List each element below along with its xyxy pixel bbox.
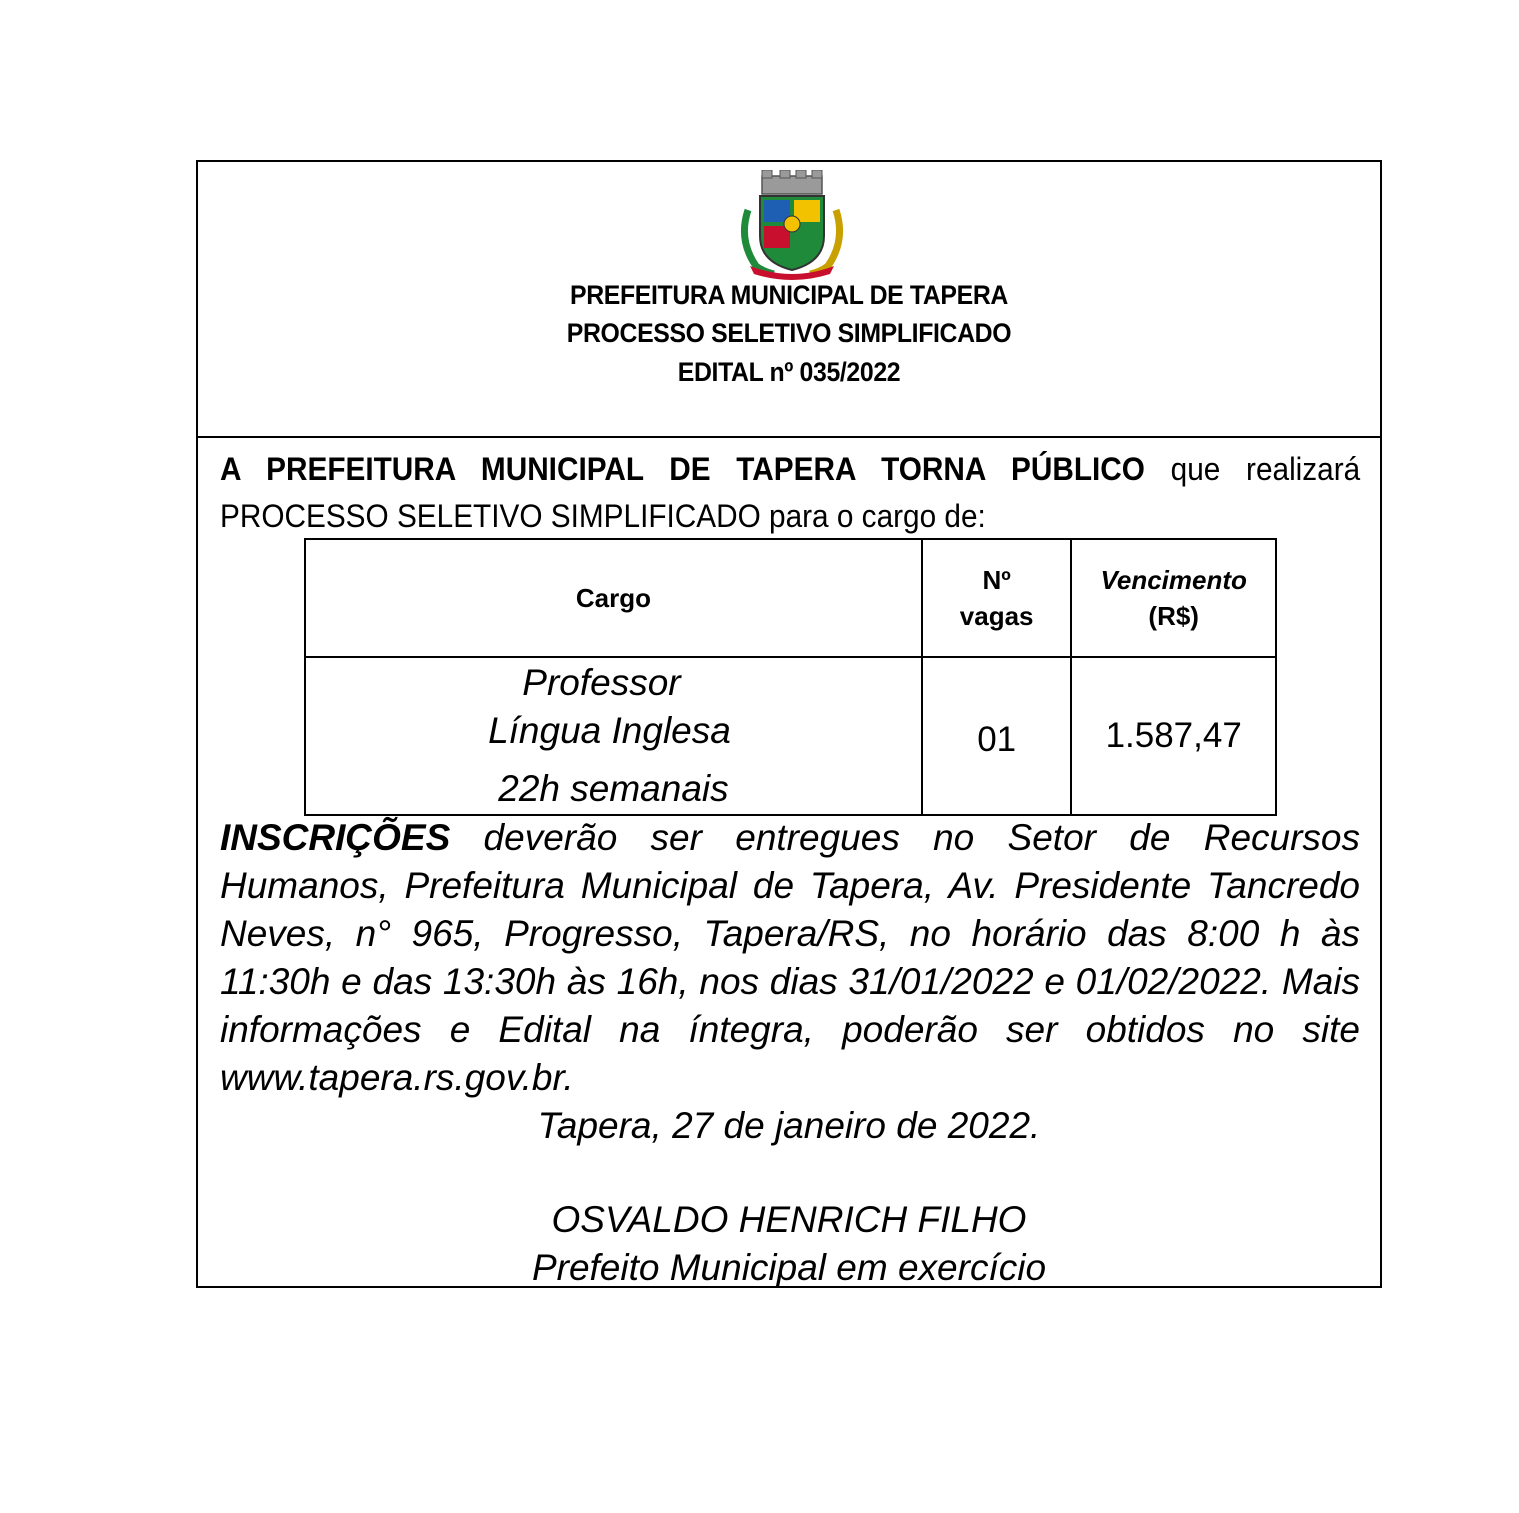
- cell-vencimento: 1.587,47: [1071, 657, 1276, 815]
- header-line-2: PROCESSO SELETIVO SIMPLIFICADO: [566, 318, 1012, 348]
- intro-rest: que realizará PROCESSO SELETIVO SIMPLIFICADO para o cargo de:: [220, 451, 1361, 534]
- signer-role: Prefeito Municipal em exercício: [531, 1247, 1047, 1288]
- notice-header: [198, 162, 1380, 438]
- header-line-3: EDITAL nº 035/2022: [677, 357, 901, 387]
- signer-name: OSVALDO HENRICH FILHO: [551, 1199, 1027, 1240]
- cargo-line1: Professor: [522, 662, 681, 703]
- header-vagas-line1: Nº: [982, 565, 1011, 595]
- cargo-line2: Língua Inglesa: [488, 710, 731, 751]
- inscricoes-text: deverão ser entregues no Setor de Recursos Humanos, Prefeitura Municipal de Tapera, Av. Presidente Tancredo Neves, n° 965, Progresso, Tapera/RS, no horário das 8:00 h às 11:30h e das 13:30h às 16h, nos dias 31/01/2022 e 01/02/2022. Mais informações e Edital na íntegra, poderão ser obtidos no site www.tapera.rs.gov.br.: [220, 817, 1360, 1098]
- header-cargo: Cargo: [305, 539, 922, 657]
- header-line-1: PREFEITURA MUNICIPAL DE TAPERA: [570, 280, 1008, 310]
- municipal-crest-icon: [734, 170, 850, 280]
- table-header-row: [305, 539, 1276, 657]
- cargo-line3: 22h semanais: [498, 768, 729, 809]
- cell-cargo: [305, 657, 922, 815]
- intro-paragraph: [220, 446, 1360, 540]
- header-vencimento: [1071, 539, 1276, 657]
- header-vagas: [922, 539, 1071, 657]
- inscricoes-bold: INSCRIÇÕES: [220, 817, 451, 858]
- date-line: Tapera, 27 de janeiro de 2022.: [537, 1105, 1041, 1146]
- cell-vagas: 01: [922, 657, 1071, 815]
- header-vencimento-line2: (R$): [1148, 601, 1199, 631]
- intro-bold: A PREFEITURA MUNICIPAL DE TAPERA TORNA PÚBLICO: [220, 451, 1145, 487]
- table-row: [305, 657, 1276, 815]
- inscricoes-paragraph: [220, 814, 1360, 1102]
- header-vencimento-line1: Vencimento: [1100, 565, 1247, 595]
- positions-table: [304, 538, 1277, 816]
- header-vagas-line2: vagas: [959, 601, 1034, 631]
- notice-box: [196, 160, 1382, 1288]
